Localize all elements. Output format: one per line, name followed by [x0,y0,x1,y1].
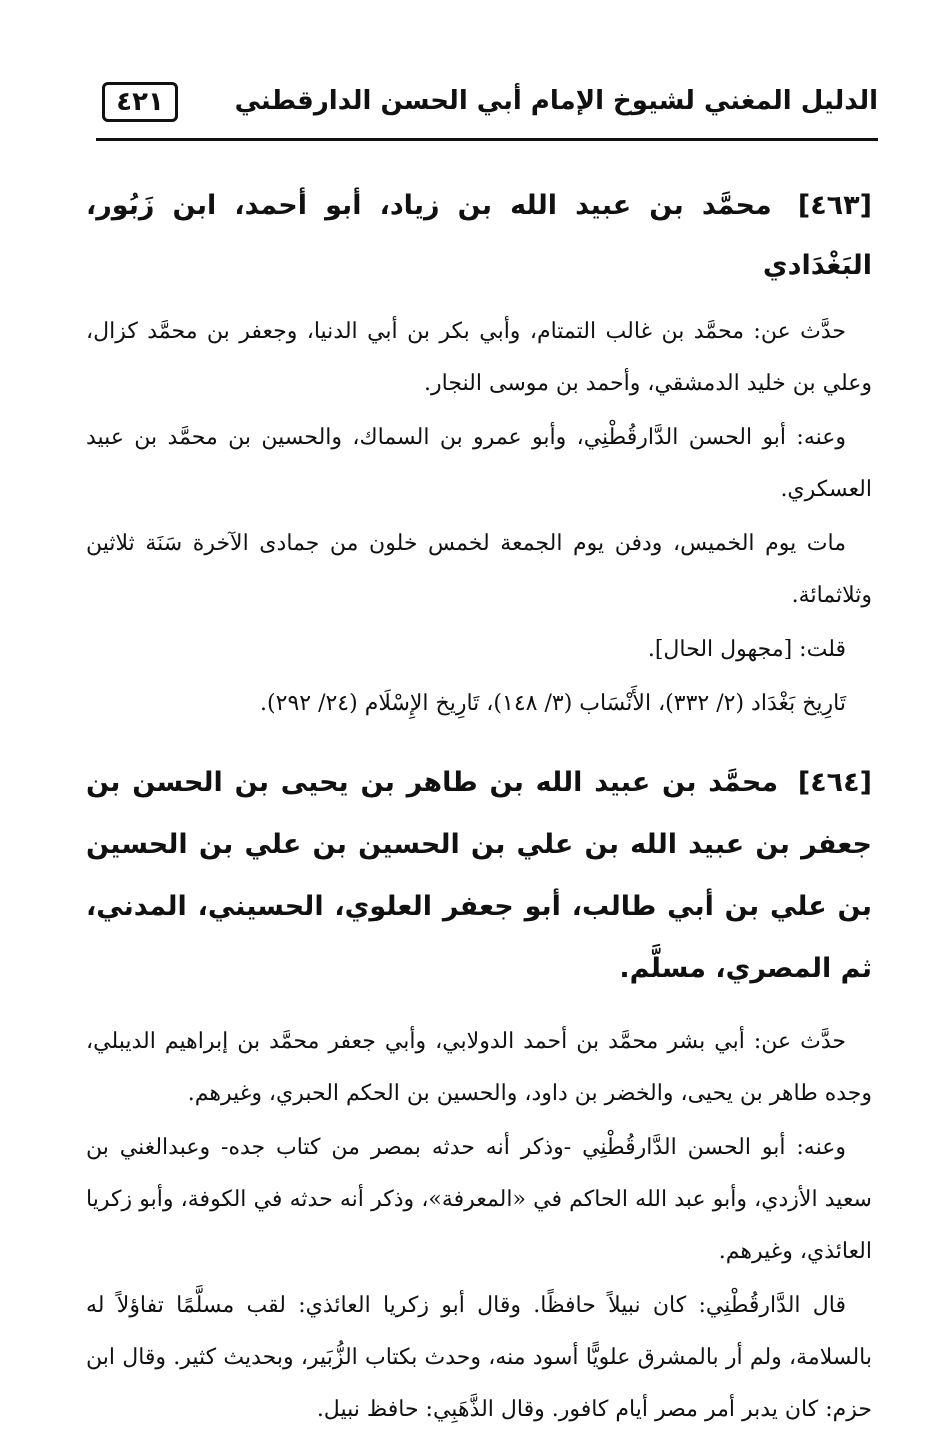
paragraph-verdict: قلت: [مجهول الحال]. [647,637,846,662]
entry-number: [٤٦٤] [797,767,872,798]
paragraph-death: مات يوم الخميس، ودفن يوم الجمعة لخمس خلون من جمادى الآخرة سَنَة ثلاثين وثلاثمائة. [86,531,872,608]
entry-number: [٤٦٣] [797,190,872,221]
paragraph-assessment: قال الدَّارقُطْنِي: كان نبيلاً حافظًا. وقال أبو زكريا العائذي: لقب مسلَّمًا تفاؤلاً له بالسلامة، ولم أر بالمشرق علويًّا أسود منه، وحدث بكتاب الزُّبَير، وبحديث كثير. وقال ابن حزم: كان يدبر أمر مصر أيام كافور. وقال الذَّهَبِي: حافظ نبيل. [86,1293,872,1422]
paragraph-students: وعنه: أبو الحسن الدَّارقُطْنِي، وأبو عمرو بن السماك، والحسين بن محمَّد بن عبيد العسكري. [86,425,872,502]
paragraph-students: وعنه: أبو الحسن الدَّارقُطْنِي -وذكر أنه حدثه بمصر من كتاب جده- وعبدالغني بن سعيد الأزدي، وأبو عبد الله الحاكم في «المعرفة»، وذكر أنه حدثه في الكوفة، وأبو زكريا العائذي، وغيرهم. [86,1135,872,1264]
paragraph-teachers: حدَّث عن: محمَّد بن غالب التمتام، وأبي بكر بن أبي الدنيا، وجعفر بن محمَّد كزال، وعلي بن خليد الدمشقي، وأحمد بن موسى النجار. [86,319,872,396]
entry-heading-464 [86,752,872,1000]
header-rule [96,138,878,141]
page-number: ٤٢١ [102,82,178,122]
paragraph-sources: تَارِيخ بَغْدَاد (٢/ ٣٣٢)، الأَنْسَاب (٣/ ١٤٨)، تَارِيخ الإِسْلَام (٢٤/ ٢٩٢). [260,691,846,716]
page-body [86,176,872,1438]
paragraph-teachers: حدَّث عن: أبي بشر محمَّد بن أحمد الدولابي، وأبي جعفر محمَّد بن إبراهيم الديبلي، وجده طاهر بن يحيى، والخضر بن داود، والحسين بن الحكم الحبري، وغيرهم. [86,1029,872,1106]
entry-title: محمَّد بن عبيد الله بن طاهر بن يحيى بن الحسن بن جعفر بن عبيد الله بن علي بن الحسين بن علي بن الحسين بن علي بن أبي طالب، أبو جعفر العلوي، الحسيني، المدني، ثم المصري، مسلَّم. [86,767,872,984]
entry-heading-463 [86,176,872,296]
page-header [96,78,878,140]
running-title: الدليل المغني لشيوخ الإمام أبي الحسن الدارقطني [234,86,878,116]
entry-title: محمَّد بن عبيد الله بن زياد، أبو أحمد، ابن زَبُور، البَغْدَادي [86,190,872,281]
